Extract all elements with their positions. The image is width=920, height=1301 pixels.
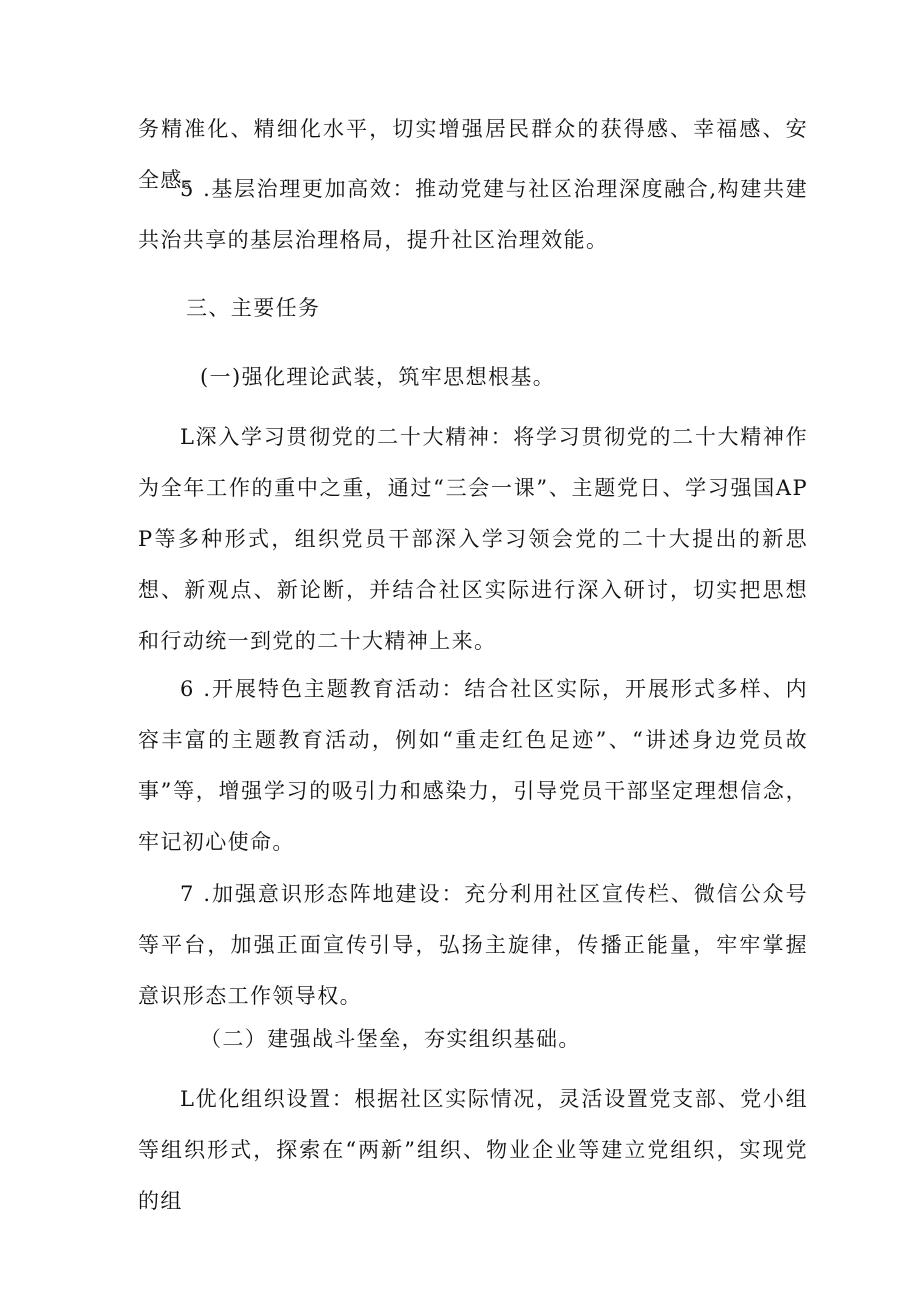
paragraph-grassroots-governance: 5 .基层治理更加高效：推动党建与社区治理深度融合,构建共建共治共享的基层治理格局，提升社区治理效能。 [138,177,808,252]
paragraph-optimize-organization: L优化组织设置：根据社区实际情况，灵活设置党支部、党小组等组织形式，探索在“两新”组织、物业企业等建立党组织，实现党的组 [138,1087,808,1213]
subsection-heading-organization: （二）建强战斗堡垒，夯实组织基础。 [200,1027,581,1051]
paragraph-ideology-front: 7 .加强意识形态阵地建设：充分利用社区宣传栏、微信公众号等平台，加强正面宣传引导，弘扬主旋律，传播正能量，牢牢掌握意识形态工作领导权。 [138,882,808,1008]
paragraph-theme-education: 6 .开展特色主题教育活动：结合社区实际，开展形式多样、内容丰富的主题教育活动，例如“重走红色足迹”、“讲述身边党员故事”等，增强学习的吸引力和感染力，引导党员干部坚定理想信念，牢记初心使命。 [138,677,808,854]
paragraph-study-congress-spirit: L深入学习贯彻党的二十大精神：将学习贯彻党的二十大精神作为全年工作的重中之重，通过“三会一课”、主题党日、学习强国APP等多种形式，组织党员干部深入学习领会党的二十大提出的新思想、新观点、新论断，并结合社区实际进行深入研讨，切实把思想和行动统一到党的二十大精神上来。 [138,425,808,653]
subsection-heading-theory: (一)强化理论武装，筑牢思想根基。 [200,365,556,389]
section-heading-main-tasks: 三、主要任务 [186,296,321,320]
paragraph-service-level: 务精准化、精细化水平，切实增强居民群众的获得感、幸福感、安全感。 [138,117,808,192]
